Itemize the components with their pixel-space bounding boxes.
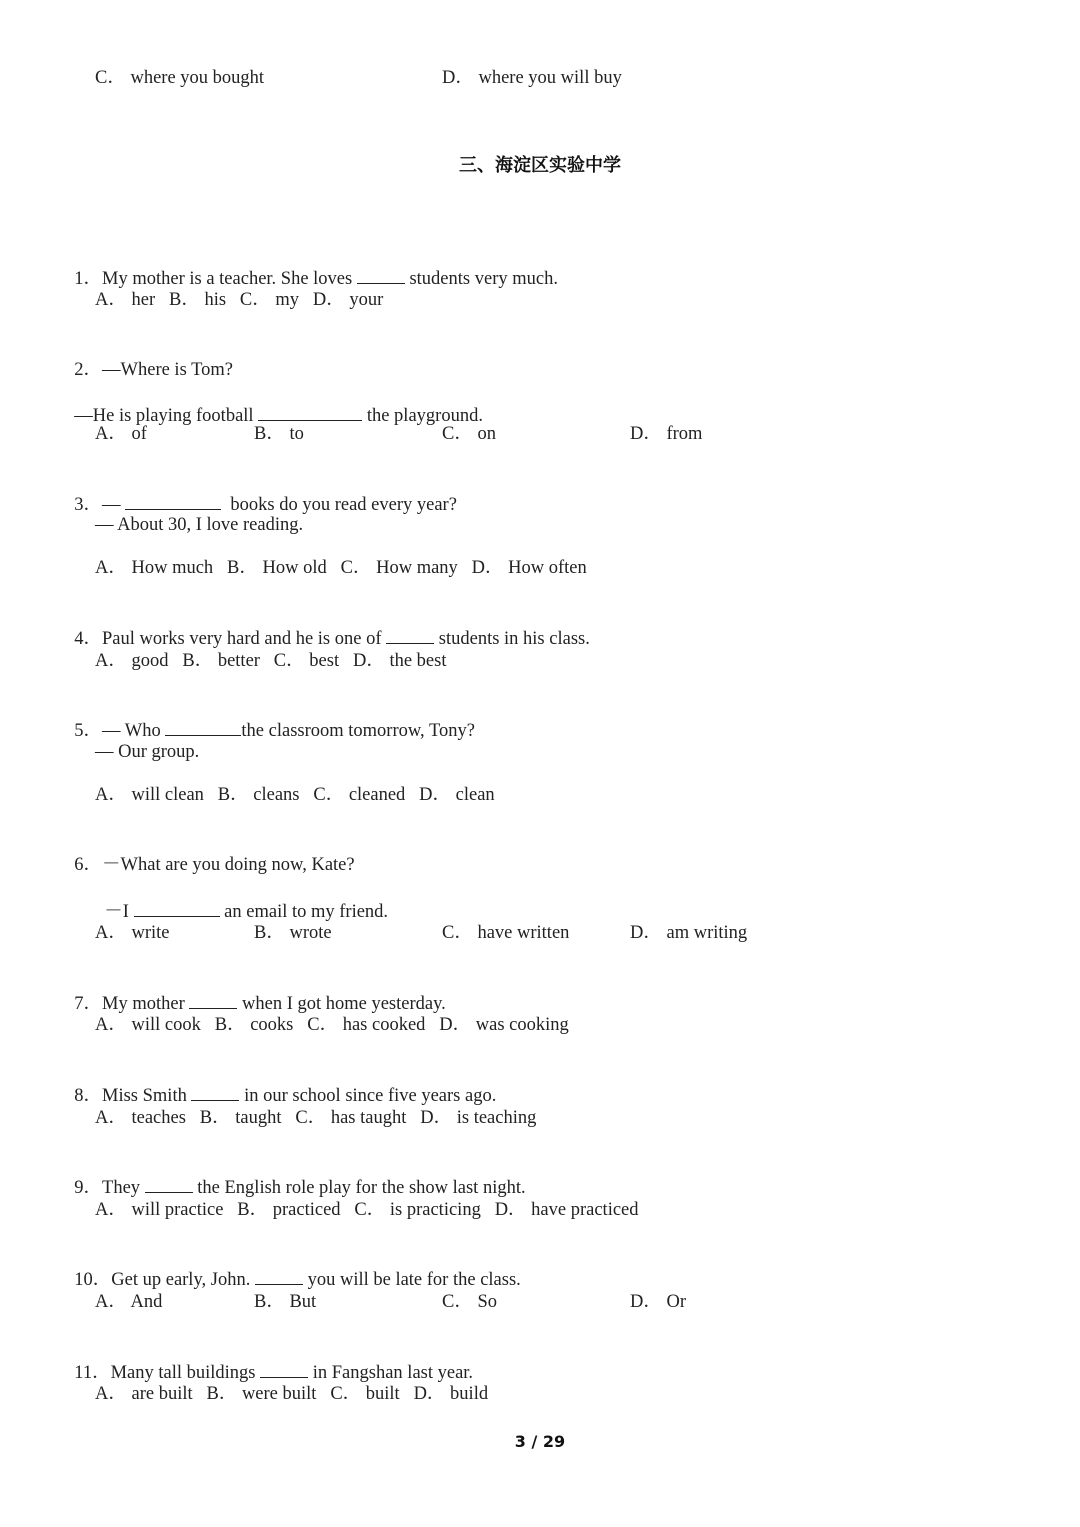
question-text: My mother is a teacher. She loves xyxy=(102,269,357,289)
answer-blank xyxy=(165,718,241,736)
question-7 xyxy=(65,967,446,1016)
answer-blank xyxy=(258,403,362,421)
question-number: 8． xyxy=(74,1086,103,1106)
question-10 xyxy=(65,1243,521,1292)
question-text: the English role play for the show last night. xyxy=(192,1178,526,1198)
answer-blank xyxy=(260,1360,308,1378)
question-text: — xyxy=(102,495,126,515)
question-number: 5． xyxy=(74,721,103,741)
question-4-options: A． good B． better C． best D． the best xyxy=(95,651,447,671)
question-text: the classroom tomorrow, Tony? xyxy=(241,721,475,741)
question-number: 4． xyxy=(74,629,103,649)
question-number: 7． xyxy=(74,994,103,1014)
question-1 xyxy=(65,242,558,291)
question-number: 1． xyxy=(74,269,103,289)
question-number: 11． xyxy=(74,1363,111,1383)
question-5-line-2: — Our group. xyxy=(95,742,200,762)
question-number: 3． xyxy=(74,495,103,515)
answer-blank xyxy=(189,991,237,1009)
question-3-options: A． How much B． How old C． How many D． How often xyxy=(95,558,587,578)
question-2-option-b: B． to xyxy=(254,424,304,444)
question-text: when I got home yesterday. xyxy=(237,994,446,1014)
question-2-line-2 xyxy=(65,379,483,428)
question-text: the playground. xyxy=(362,406,483,426)
question-10-option-a: A． And xyxy=(95,1292,163,1312)
answer-blank xyxy=(255,1267,303,1285)
answer-blank xyxy=(134,899,220,917)
question-3-line-2: — About 30, I love reading. xyxy=(95,515,304,535)
question-6-option-d: D． am writing xyxy=(630,923,748,943)
prev-option-c: C． where you bought xyxy=(95,68,265,88)
question-2-option-d: D． from xyxy=(630,424,703,444)
question-text: — Who xyxy=(102,721,166,741)
question-text: －What are you doing now, Kate? xyxy=(102,855,355,875)
question-text: students in his class. xyxy=(434,629,590,649)
question-8 xyxy=(65,1059,496,1108)
question-2-option-c: C． on xyxy=(442,424,496,444)
answer-blank xyxy=(145,1175,193,1193)
prev-option-d: D． where you will buy xyxy=(442,68,622,88)
answer-blank xyxy=(386,626,434,644)
question-text: Miss Smith xyxy=(102,1086,192,1106)
question-6-line-2 xyxy=(95,875,388,924)
answer-blank xyxy=(125,492,221,510)
question-5 xyxy=(65,694,475,743)
question-number: 6． xyxy=(74,855,103,875)
question-10-option-c: C． So xyxy=(442,1292,498,1312)
question-6-option-a: A． write xyxy=(95,923,170,943)
question-text: Get up early, John. xyxy=(111,1270,255,1290)
page-number: 3 / 29 xyxy=(514,1432,566,1451)
question-text: －I xyxy=(104,902,134,922)
question-text: My mother xyxy=(102,994,190,1014)
question-text: in Fangshan last year. xyxy=(308,1363,474,1383)
question-6 xyxy=(65,829,355,877)
question-text: —He is playing football xyxy=(74,406,259,426)
question-number: 10． xyxy=(74,1270,112,1290)
question-9 xyxy=(65,1151,526,1200)
question-2 xyxy=(65,334,233,382)
answer-blank xyxy=(191,1083,239,1101)
question-10-option-b: B． But xyxy=(254,1292,317,1312)
question-number: 9． xyxy=(74,1178,103,1198)
question-text: They xyxy=(102,1178,145,1198)
question-1-options: A． her B． his C． my D． your xyxy=(95,290,384,310)
question-text: Paul works very hard and he is one of xyxy=(102,629,387,649)
question-text: an email to my friend. xyxy=(219,902,389,922)
question-text: you will be late for the class. xyxy=(302,1270,521,1290)
question-11-options: A． are built B． were built C． built D． build xyxy=(95,1384,489,1404)
question-8-options: A． teaches B． taught C． has taught D． is teaching xyxy=(95,1108,537,1128)
question-9-options: A． will practice B． practiced C． is practicing D． have practiced xyxy=(95,1200,639,1220)
question-4 xyxy=(65,602,590,651)
question-text: —Where is Tom? xyxy=(102,360,233,380)
question-text: students very much. xyxy=(404,269,558,289)
question-6-option-b: B． wrote xyxy=(254,923,332,943)
question-text: in our school since five years ago. xyxy=(239,1086,497,1106)
section-title: 三、海淀区实验中学 xyxy=(459,155,621,176)
question-number: 2． xyxy=(74,360,103,380)
answer-blank xyxy=(357,266,405,284)
question-2-option-a: A． of xyxy=(95,424,147,444)
question-text: books do you read every year? xyxy=(221,495,457,515)
question-6-option-c: C． have written xyxy=(442,923,570,943)
question-5-options: A． will clean B． cleans C． cleaned D． clean xyxy=(95,785,495,805)
question-7-options: A． will cook B． cooks C． has cooked D． was cooking xyxy=(95,1015,569,1035)
question-10-option-d: D． Or xyxy=(630,1292,687,1312)
question-text: Many tall buildings xyxy=(110,1363,261,1383)
question-3 xyxy=(65,468,457,517)
question-11 xyxy=(65,1336,473,1385)
